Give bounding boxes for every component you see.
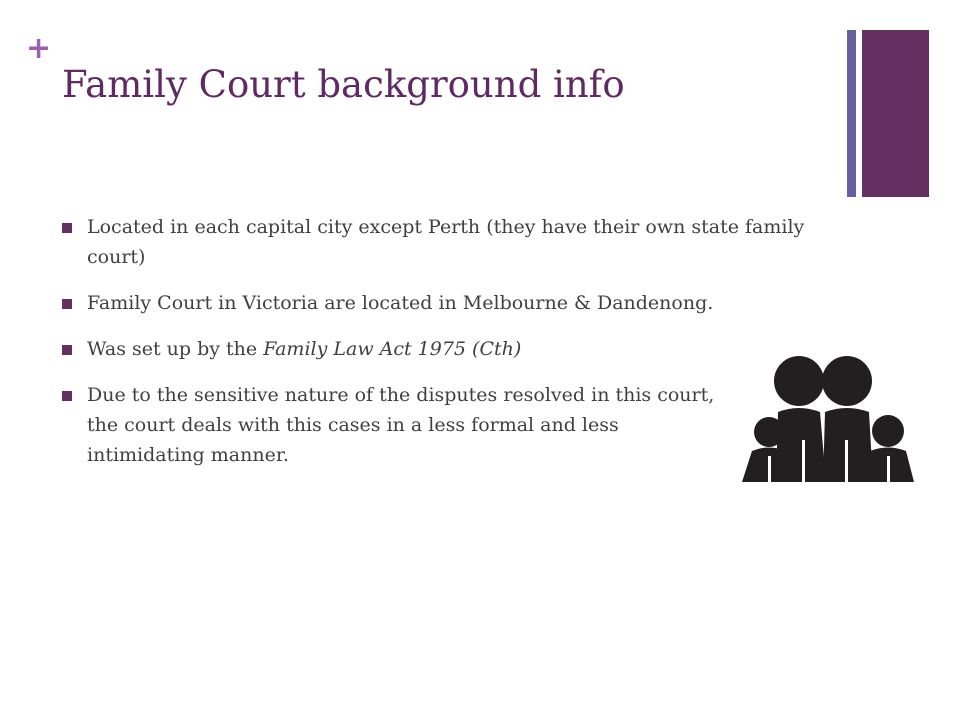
bullet-text: Located in each capital city except Perth (they have their own state family court) bbox=[87, 216, 805, 268]
bullet-item bbox=[62, 380, 722, 470]
bullet-square-icon bbox=[62, 345, 72, 355]
bullet-item bbox=[62, 288, 722, 318]
bullet-text: Family Court in Victoria are located in Melbourne & Dandenong. bbox=[87, 292, 714, 314]
bullet-item bbox=[62, 334, 722, 364]
act-name: Family Law Act 1975 (Cth) bbox=[263, 338, 522, 360]
bullet-list bbox=[62, 212, 852, 470]
bullet-square-icon bbox=[62, 391, 72, 401]
bullet-text: Due to the sensitive nature of the disputes resolved in this court, the court deals with this cases in a less formal and less intimidating manner. bbox=[87, 384, 715, 466]
accent-bar-wide bbox=[862, 30, 929, 197]
bullet-square-icon bbox=[62, 299, 72, 309]
bullet-square-icon bbox=[62, 223, 72, 233]
bullet-item bbox=[62, 212, 852, 272]
family-silhouette-icon bbox=[738, 352, 916, 486]
plus-mark: + bbox=[26, 31, 52, 66]
accent-bar-thin bbox=[847, 30, 856, 197]
slide-title: Family Court background info bbox=[62, 63, 625, 106]
bullet-text: Was set up by the bbox=[87, 338, 264, 360]
